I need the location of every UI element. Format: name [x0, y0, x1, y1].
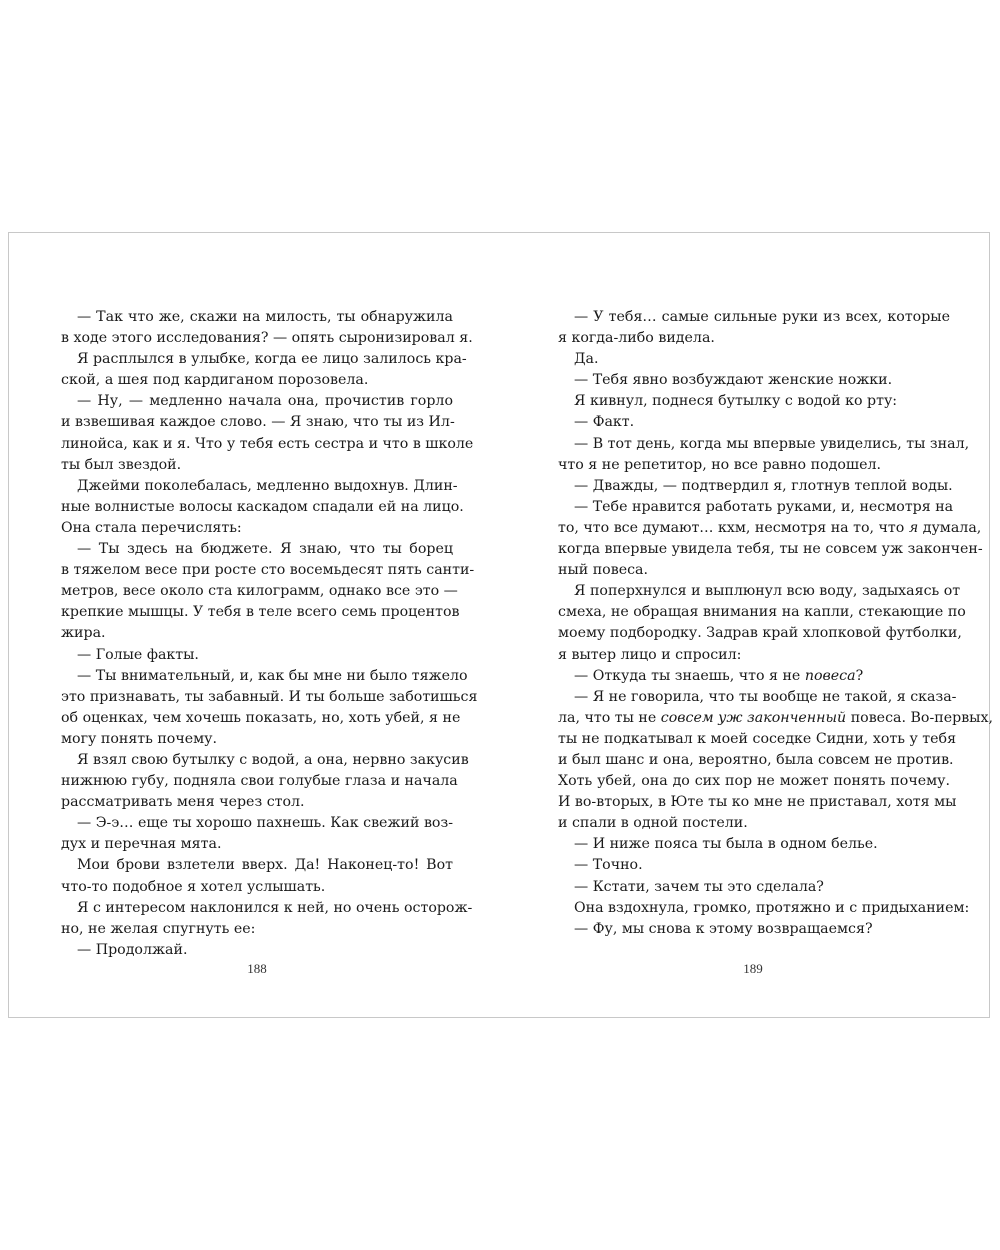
text-line: нижнюю губу, подняла свои голубые глаза и начала	[61, 773, 458, 790]
text-line: И во-вторых, в Юте ты ко мне не приставал, хотя мы	[558, 794, 957, 811]
text-line: дух и перечная мята.	[61, 836, 222, 853]
text-line: — Точно.	[574, 857, 643, 874]
text-line: — Я не говорила, что ты вообще не такой, я сказа-	[574, 688, 957, 705]
text-line: Я взял свою бутылку с водой, а она, нервно закусив	[77, 751, 469, 768]
text-line: ный повеса.	[558, 562, 649, 579]
text-line: метров, весе около ста килограмм, однако все это —	[61, 583, 458, 600]
text-line: ты не подкатывал к моей соседке Сидни, хоть у тебя	[558, 730, 957, 747]
text-line: — Так что же, скажи на милость, ты обнаружила	[77, 309, 453, 325]
text-line: могу понять почему.	[61, 730, 218, 747]
text-line: — Тебя явно возбуждают женские ножки.	[574, 372, 893, 389]
text-line: — Голые факты.	[77, 646, 199, 663]
text-line: что-то подобное я хотел услышать.	[61, 878, 326, 895]
text-line: ты был звездой.	[61, 456, 182, 473]
text-line: это признавать, ты забавный. И ты больше заботишься	[61, 688, 478, 705]
text-line: моему подбородку. Задрав край хлопковой футболки,	[558, 625, 962, 642]
text-line: — Продолжай.	[77, 941, 188, 958]
left-page-text	[61, 307, 478, 961]
right-page-text	[558, 307, 993, 940]
text-line: когда впервые увидела тебя, ты не совсем уж закончен-	[558, 541, 983, 558]
text-line: но, не желая спугнуть ее:	[61, 920, 256, 937]
text-line: — Э-э… еще ты хорошо пахнешь. Как свежий воз-	[77, 815, 453, 832]
text-line: Она стала перечислять:	[61, 519, 242, 536]
text-line: я вытер лицо и спросил:	[558, 646, 742, 663]
text-line: Я расплылся в улыбке, когда ее лицо залилось кра-	[77, 351, 467, 368]
text-line: об оценках, чем хочешь показать, но, хоть убей, я не	[61, 709, 461, 726]
text-line: ской, а шея под кардиганом порозовела.	[61, 372, 369, 389]
text-line: — Тебе нравится работать руками, и, несмотря на	[574, 498, 954, 515]
text-line: — Ну, — медленно начала она, прочистив горло	[77, 393, 453, 410]
text-line: — И ниже пояса ты была в одном белье.	[574, 836, 878, 853]
text-line: я когда-либо видела.	[558, 330, 715, 347]
text-line: — Фу, мы снова к этому возвращаемся?	[574, 920, 873, 937]
text-line: — В тот день, когда мы впервые увиделись, ты знал,	[574, 435, 970, 452]
text-line: Она вздохнула, громко, протяжно и с придыханием:	[574, 899, 970, 916]
text-line: и взвешивая каждое слово. — Я знаю, что ты из Ил-	[61, 414, 455, 431]
text-line: — Откуда ты знаешь, что я не повеса?	[574, 667, 864, 684]
text-line: что я не репетитор, но все равно подошел.	[558, 456, 881, 473]
text-line: — Факт.	[574, 414, 635, 431]
text-line: Я с интересом наклонился к ней, но очень осторож-	[77, 899, 473, 916]
text-line: Да.	[574, 351, 599, 368]
text-line: — Ты здесь на бюджете. Я знаю, что ты борец	[77, 541, 453, 558]
text-line: — Кстати, зачем ты это сделала?	[574, 878, 824, 895]
text-line: Мои брови взлетели вверх. Да! Наконец-то! Вот	[77, 857, 453, 874]
right-page-number: 189	[743, 961, 763, 976]
text-line: Хоть убей, она до сих пор не может понять почему.	[558, 773, 950, 790]
text-line: Джейми поколебалась, медленно выдохнув. Длин-	[77, 477, 458, 494]
text-line: — У тебя… самые сильные руки из всех, которые	[574, 309, 950, 325]
text-line: и был шанс и она, вероятно, была совсем не против.	[558, 751, 954, 768]
text-line: Я поперхнулся и выплюнул всю воду, задыхаясь от	[574, 583, 961, 600]
book-spread	[8, 232, 993, 1018]
text-line: ла, что ты не совсем уж законченный повеса. Во-первых,	[558, 709, 993, 726]
text-line: смеха, не обращая внимания на капли, стекающие по	[558, 604, 966, 621]
text-line: — Ты внимательный, и, как бы мне ни было тяжело	[77, 667, 468, 684]
text-line: в ходе этого исследования? — опять сыронизировал я.	[61, 330, 473, 347]
text-line: то, что все думают… кхм, несмотря на то, что я думала,	[558, 519, 982, 536]
text-line: Я кивнул, поднеся бутылку с водой ко рту:	[574, 393, 898, 410]
text-line: ные волнистые волосы каскадом спадали ей на лицо.	[61, 498, 464, 515]
text-line: в тяжелом весе при росте сто восемьдесят пять санти-	[61, 562, 475, 579]
text-line: крепкие мышцы. У тебя в теле всего семь процентов	[61, 604, 460, 621]
text-line: линойса, как и я. Что у тебя есть сестра и что в школе	[61, 435, 474, 452]
text-line: жира.	[61, 625, 106, 642]
text-line: рассматривать меня через стол.	[61, 794, 305, 811]
text-line: — Дважды, — подтвердил я, глотнув теплой воды.	[574, 477, 953, 494]
left-page-number: 188	[247, 961, 267, 976]
text-line: и спали в одной постели.	[558, 815, 748, 832]
